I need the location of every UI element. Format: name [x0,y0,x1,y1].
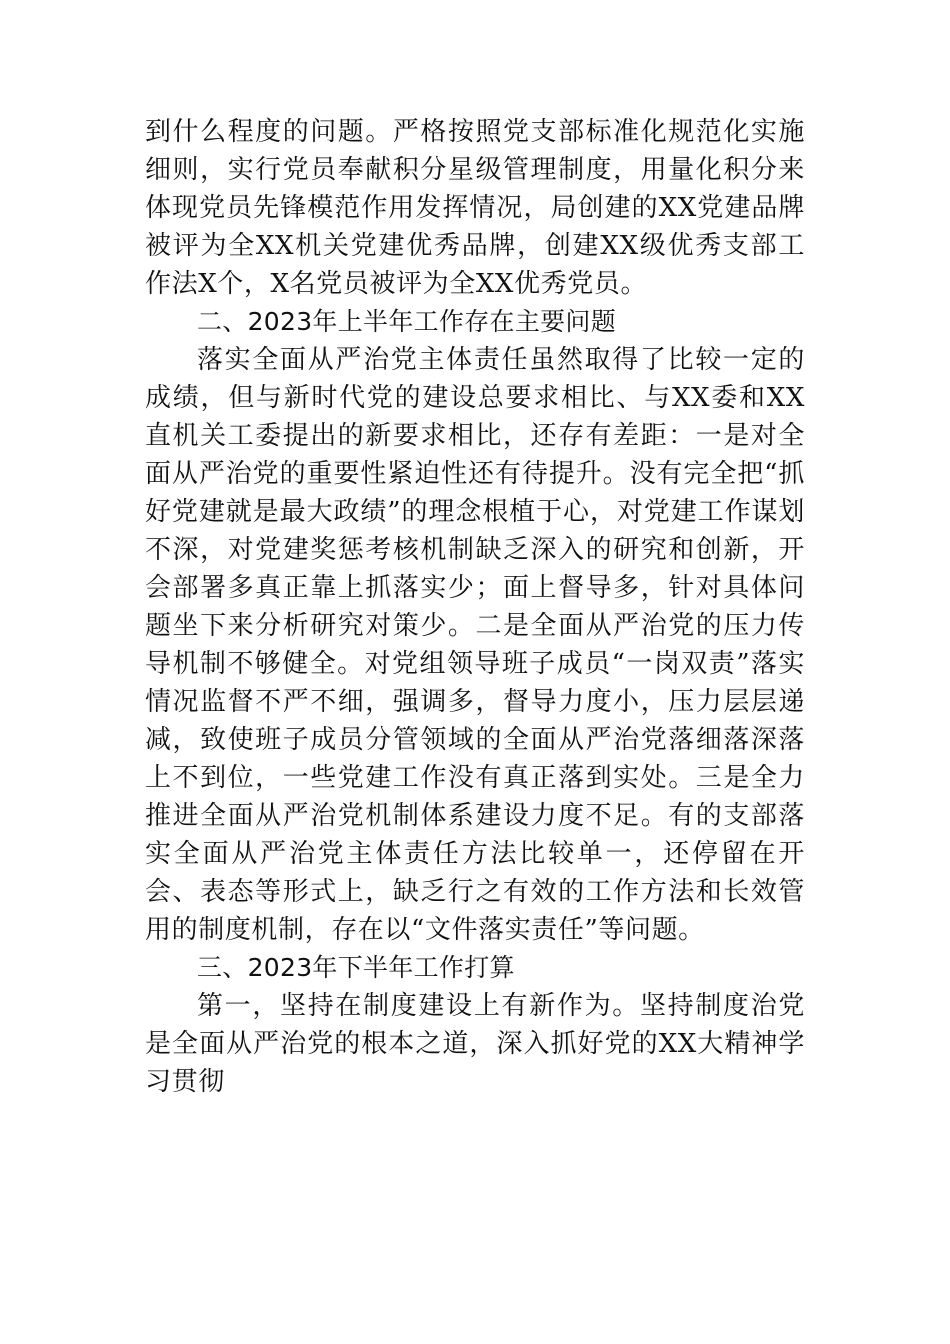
paragraph-problems: 落实全面从严治党主体责任虽然取得了比较一定的成绩，但与新时代党的建设总要求相比、与XX委和XX直机关工委提出的新要求相比，还存有差距：一是对全面从严治党的重要性紧迫性还有待提升。没有完全把“抓好党建就是最大政绩”的理念根植于心，对党建工作谋划不深，对党建奖惩考核机制缺乏深入的研究和创新，开会部署多真正靠上抓落实少；面上督导多，针对具体问题坐下来分析研究对策少。二是全面从严治党的压力传导机制不够健全。对党组领导班子成员“一岗双责”落实情况监督不严不细，强调多，督导力度小，压力层层递减，致使班子成员分管领域的全面从严治党落细落深落上不到位，一些党建工作没有真正落到实处。三是全力推进全面从严治党机制体系建设力度不足。有的支部落实全面从严治党主体责任方法比较单一，还停留在开会、表态等形式上，缺乏行之有效的工作方法和长效管用的制度机制，存在以“文件落实责任”等问题。 [145,345,805,945]
section-heading-problems: 二、2023年上半年工作存在主要问题 [197,307,617,336]
section-heading-plans: 三、2023年下半年工作打算 [197,953,515,982]
paragraph-continuation: 到什么程度的问题。严格按照党支部标准化规范化实施细则，实行党员奉献积分星级管理制度，用量化积分来体现党员先锋模范作用发挥情况，局创建的XX党建品牌被评为全XX机关党建优秀品牌，创建XX级优秀支部工作法X个，X名党员被评为全XX优秀党员。 [145,117,805,299]
document-body [145,113,805,1101]
paragraph-plans: 第一，坚持在制度建设上有新作为。坚持制度治党是全面从严治党的根本之道，深入抓好党的XX大精神学习贯彻 [145,991,805,1097]
